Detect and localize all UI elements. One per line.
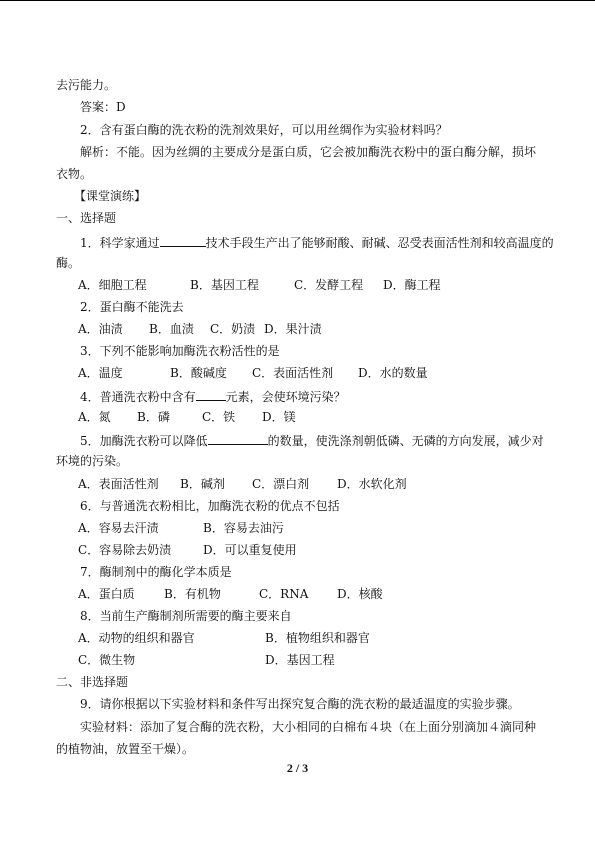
option: C．表面活性剂 (252, 366, 334, 380)
line-text: 6．与普通洗衣粉相比，加酶洗衣粉的优点不包括 (80, 499, 340, 513)
option: D．水的数量 (358, 366, 428, 380)
line-text: 解析：不能。因为丝绸的主要成分是蛋白质，它会被加酶洗衣粉中的蛋白酶分解，损坏 (80, 145, 537, 159)
option: B．容易去油污 (203, 521, 284, 535)
line-text: 7．酶制剂中的酶化学本质是 (80, 565, 232, 579)
option: A．细胞工程 (78, 278, 147, 292)
option: B．磷 (137, 410, 170, 424)
option: D．可以重复使用 (203, 543, 297, 557)
line-text: 2．含有蛋白酶的洗衣粉的洗剂效果好，可以用丝绸作为实验材料吗？ (80, 123, 448, 137)
option: A．容易去汗渍 (78, 521, 159, 535)
line-text: 去污能力。 (56, 78, 117, 92)
option: D．镁 (262, 410, 296, 424)
header-rule (0, 0, 595, 1)
option: B．酸碱度 (170, 366, 227, 380)
line-text: 一、选择题 (56, 211, 117, 225)
option: B．血渍 (149, 322, 194, 336)
option: C．微生物 (78, 653, 136, 667)
option: C．容易除去奶渍 (78, 543, 172, 557)
option: B．碱剂 (180, 477, 225, 491)
page-number: 2 / 3 (286, 761, 309, 775)
option: C．漂白剂 (252, 477, 310, 491)
option: C．发酵工程 (294, 278, 364, 292)
option: D．基因工程 (265, 653, 335, 667)
line-text: 2．蛋白酶不能洗去 (80, 300, 184, 314)
line-text: 8．当前生产酶制剂所需要的酶主要来自 (80, 609, 292, 623)
line-text: 9．请你根据以下实验材料和条件写出探究复合酶的洗衣粉的最适温度的实验步骤。 (80, 697, 520, 711)
option: D．果汁渍 (264, 322, 322, 336)
line-text: 答案：D (80, 100, 126, 114)
option: C．铁 (202, 410, 236, 424)
option: B．有机物 (164, 587, 221, 601)
option: D．酶工程 (383, 278, 441, 292)
line-text: 1．科学家通过 技术手段生产出了能够耐酸、耐碱、忍受表面活性剂和较高温度的 (80, 236, 554, 250)
option: C．RNA (259, 587, 309, 601)
line-text: 3．下列不能影响加酶洗衣粉活性的是 (80, 344, 280, 358)
line-text: 酶。 (56, 256, 81, 270)
line-text: 衣物。 (56, 167, 93, 181)
answer-blank (208, 432, 268, 445)
answer-blank (196, 388, 226, 401)
option: D．核酸 (337, 587, 383, 601)
answer-blank (160, 234, 206, 247)
option: A．温度 (78, 366, 123, 380)
option: A．氮 (78, 410, 111, 424)
line-text: 5．加酶洗衣粉可以降低 的数量，使洗涤剂朝低磷、无磷的方向发展，减少对 (80, 434, 544, 448)
option: D．水软化剂 (337, 477, 407, 491)
line-text: 的植物油，放置至干燥）。 (56, 742, 195, 756)
line-text: 二、非选择题 (56, 675, 129, 689)
option: C．奶渍 (210, 322, 256, 336)
option: B．植物组织和器官 (265, 631, 370, 645)
option: B．基因工程 (190, 278, 259, 292)
line-text: 4．普通洗衣粉中含有 元素，会使环境污染？ (80, 390, 346, 404)
option: A．蛋白质 (78, 587, 135, 601)
line-text: 实验材料：添加了复合酶的洗衣粉，大小相同的白棉布４块（在上面分别滴加４滴同种 (80, 720, 537, 734)
option: A．油渍 (78, 322, 123, 336)
option: A．动物的组织和器官 (78, 631, 195, 645)
option: A．表面活性剂 (78, 477, 159, 491)
line-text: 环境的污染。 (56, 454, 129, 468)
line-text: 【课堂演练】 (74, 189, 147, 203)
